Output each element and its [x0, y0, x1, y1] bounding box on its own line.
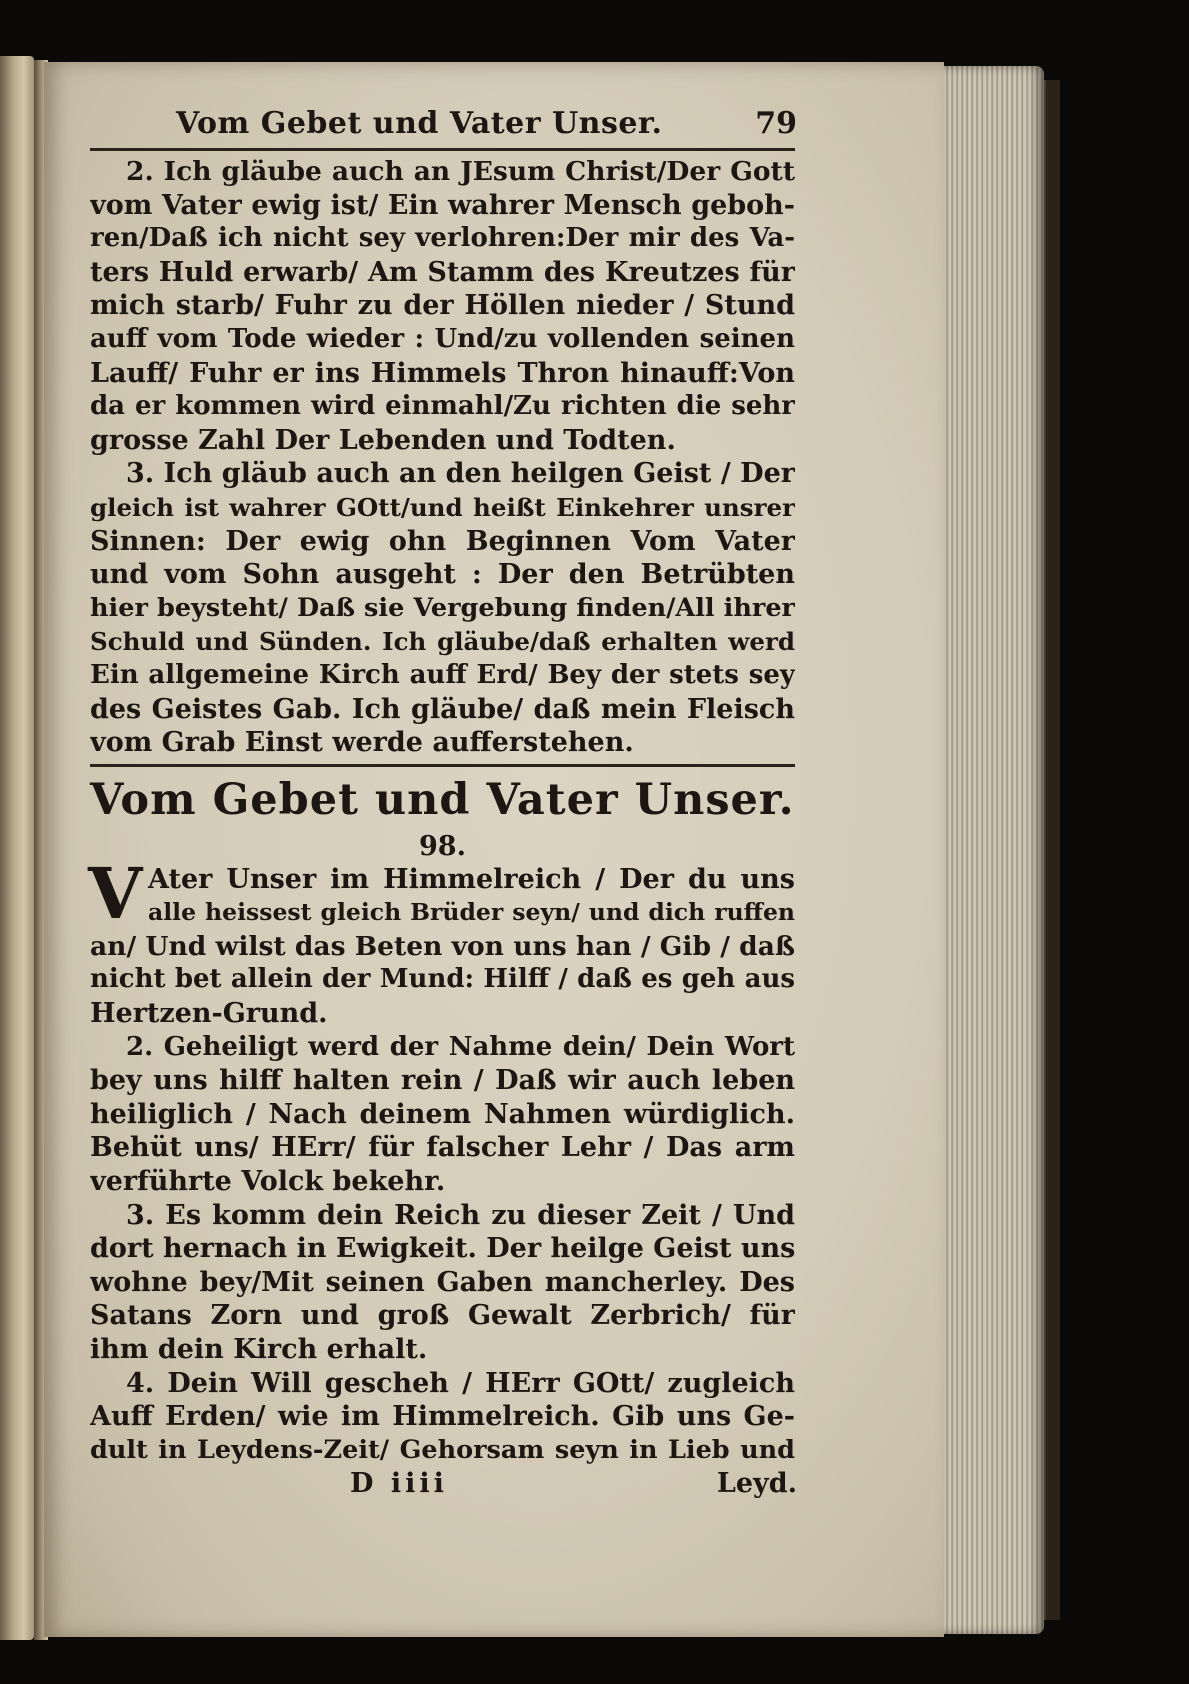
text-line: 2. Ich gläube auch an JEsum Christ/Der Gott [126, 156, 795, 187]
text-line: Lauff/ Fuhr er ins Himmels Thron hinauff:Von [90, 357, 795, 389]
text-line: und vom Sohn ausgeht : Der den Betrübten [90, 559, 795, 591]
text-line: 2. Geheiligt werd der Nahme dein/ Dein Wort [126, 1031, 795, 1062]
text-line: verführte Volck bekehr. [90, 1166, 446, 1198]
hymn-stanza-2 [90, 1031, 795, 1199]
running-head [90, 100, 795, 142]
text-line: ihm dein Kirch erhalt. [90, 1334, 428, 1365]
text-line: vom Vater ewig ist/ Ein wahrer Mensch geboh- [90, 189, 795, 221]
text-line: Hertzen-Grund. [90, 998, 328, 1030]
page-stack-edges [944, 66, 1044, 1634]
catchword: Leyd. [716, 1468, 797, 1500]
hymn-stanza-3 [90, 1199, 795, 1367]
text-line: des Geistes Gab. Ich gläube/ daß mein Fleisch [90, 693, 795, 725]
hymn-stanza-1 [88, 851, 795, 1031]
text-line: Behüt uns/ HErr/ für falscher Lehr / Das arm [90, 1132, 795, 1164]
text-line: 3. Ich gläub auch an den heilgen Geist / Der [126, 458, 795, 490]
text-line: vom Grab Einst werde aufferstehen. [90, 727, 634, 759]
running-head-title: Vom Gebet und Vater Unser. [176, 106, 663, 141]
text-line: an/ Und wilst das Beten von uns han / Gib / daß [90, 930, 795, 962]
creed-stanza-2 [90, 155, 795, 457]
section-heading: Vom Gebet und Vater Unser. [90, 774, 795, 825]
text-line: ters Huld erwarb/ Am Stamm des Kreutzes für [90, 256, 795, 288]
text-line: dort hernach in Ewigkeit. Der heilge Geist uns [90, 1233, 795, 1265]
text-line: hier beysteht/ Daß sie Vergebung finden/All ihrer [90, 592, 795, 623]
text-line: auff vom Tode wieder : Und/zu vollenden seinen [90, 323, 795, 354]
text-line: alle heissest gleich Brüder seyn/ und dich ruffen [148, 898, 795, 927]
text-line: Schuld und Sünden. Ich gläube/daß erhalten werd [90, 627, 795, 657]
text-line: Satans Zorn und groß Gewalt Zerbrich/ für [90, 1300, 795, 1332]
section-rule [90, 764, 795, 767]
text-line: 4. Dein Will gescheh / HErr GOtt/ zugleich [126, 1367, 795, 1399]
text-line: Sinnen: Der ewig ohn Beginnen Vom Vater [90, 525, 795, 557]
text-line: Auff Erden/ wie im Himmelreich. Gib uns Ge- [90, 1401, 795, 1433]
hymn-number: 98. [419, 830, 466, 862]
text-line: grosse Zahl Der Lebenden und Todten. [90, 424, 676, 456]
hymn-stanza-4 [90, 1367, 795, 1468]
running-head-rule [90, 148, 795, 151]
creed-stanza-3 [90, 457, 795, 759]
text-line: Ater Unser im Himmelreich / Der du uns [148, 863, 795, 895]
page-footer [90, 1467, 795, 1501]
text-line: nicht bet allein der Mund: Hilff / daß es geh aus [90, 964, 795, 995]
left-page-edge [0, 56, 34, 1640]
text-line: mich starb/ Fuhr zu der Höllen nieder / Stund [90, 290, 795, 322]
text-column [90, 100, 795, 1501]
text-line: 3. Es komm dein Reich zu dieser Zeit / Und [126, 1199, 795, 1231]
drop-capital: V [88, 851, 143, 935]
text-line: dult in Leydens-Zeit/ Gehorsam seyn in Lieb und [90, 1434, 795, 1465]
text-line: da er kommen wird einmahl/Zu richten die sehr [90, 391, 795, 422]
text-line: gleich ist wahrer GOtt/und heißt Einkehrer unsrer [90, 492, 795, 522]
signature-mark: D iiii [350, 1468, 448, 1500]
text-line: wohne bey/Mit seinen Gaben mancherley. Des [90, 1266, 795, 1298]
text-line: ren/Daß ich nicht sey verlohren:Der mir des Va- [90, 223, 795, 254]
page-number: 79 [755, 106, 797, 141]
text-line: bey uns hilff halten rein / Daß wir auch leben [90, 1065, 795, 1097]
text-line: heiliglich / Nach deinem Nahmen würdiglich. [90, 1098, 795, 1130]
text-line: Ein allgemeine Kirch auff Erd/ Bey der stets sey [90, 659, 795, 690]
